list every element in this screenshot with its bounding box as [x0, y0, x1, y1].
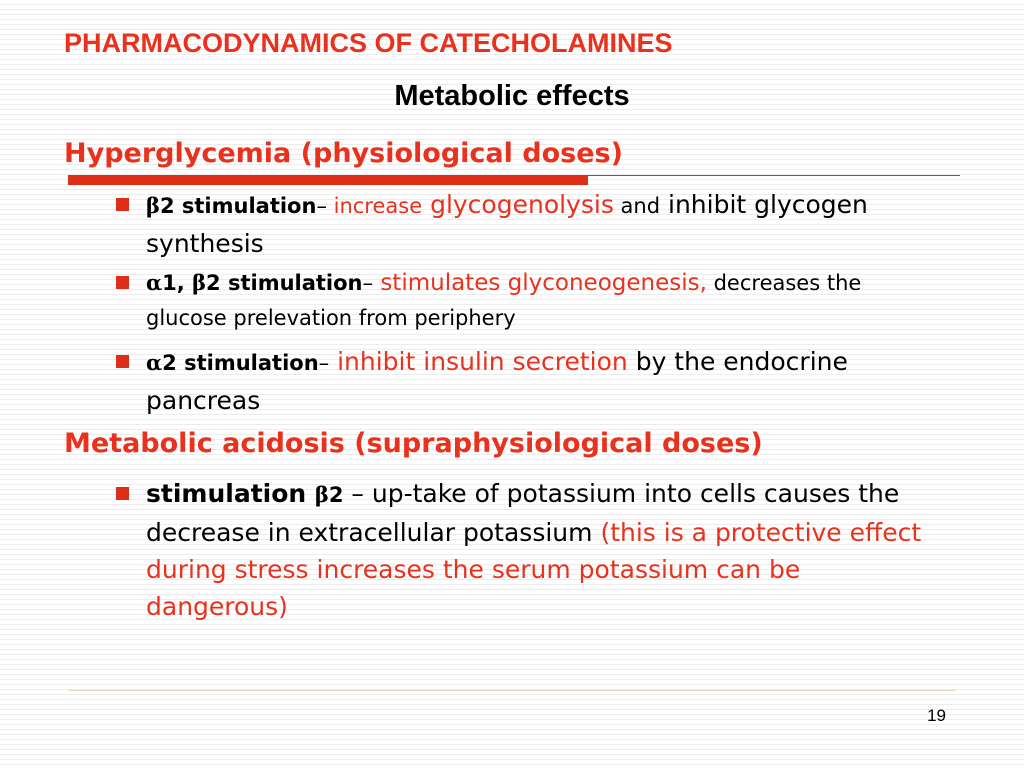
slide-title: PHARMACODYNAMICS OF CATECHOLAMINES — [64, 28, 673, 58]
bullet-and: and — [613, 194, 661, 218]
bullet-red: (this is a protective effect during stress increases the serum potassium can be dangerous) — [146, 518, 922, 621]
bullet-dash: – — [318, 351, 330, 375]
page-number: 19 — [927, 706, 946, 725]
section-heading-acidosis: Metabolic acidosis (supraphysiological doses) — [64, 428, 763, 459]
bullet-item-alpha1-beta2 — [116, 265, 936, 335]
bullet-text — [146, 186, 936, 262]
bullet-red: stimulates glyconeogenesis, — [373, 270, 707, 296]
bullet-item-potassium — [116, 475, 936, 625]
bullet-text — [146, 475, 936, 625]
greek-beta: β — [192, 270, 207, 295]
bullet-dash: – — [362, 271, 374, 295]
heading-underline-line — [588, 175, 960, 176]
bullet-rest: inhibit glycogen synthesis — [146, 190, 868, 258]
bullet-label: 2 stimulation — [162, 351, 319, 375]
bullet-label-b: 2 — [328, 483, 344, 507]
greek-alpha: α — [146, 270, 163, 295]
bullet-label: stimulation — [146, 479, 315, 508]
bullet-rest: decreases the glucose prelevation from periphery — [146, 271, 862, 330]
bullet-square-icon — [116, 487, 129, 500]
bullet-item-beta2 — [116, 186, 936, 262]
footer-divider — [68, 690, 956, 691]
bullet-label: 2 stimulation — [159, 194, 317, 218]
bullet-rest: by the endocrine pancreas — [146, 347, 848, 415]
bullet-text — [146, 265, 936, 335]
bullet-square-icon — [116, 276, 129, 289]
bullet-text — [146, 343, 936, 419]
greek-beta: β — [314, 482, 329, 507]
section-heading-hyperglycemia: Hyperglycemia (physiological doses) — [64, 138, 623, 169]
bullet-red: inhibit insulin secretion — [329, 347, 628, 376]
slide-subtitle: Metabolic effects — [394, 80, 630, 112]
heading-underline-bar — [68, 175, 588, 185]
bullet-label-b: 2 stimulation — [206, 271, 363, 295]
bullet-square-icon — [116, 355, 129, 368]
bullet-label-a: 1, — [162, 271, 193, 295]
bullet-red-b: glycogenolysis — [422, 190, 614, 219]
bullet-rest: – up-take of potassium into cells causes the decrease in extracellular potassium — [146, 479, 900, 547]
bullet-dash: – — [316, 194, 327, 218]
bullet-square-icon — [116, 198, 129, 211]
greek-beta: β — [146, 193, 160, 218]
bullet-red-a: increase — [326, 194, 423, 218]
bullet-item-alpha2 — [116, 343, 936, 419]
greek-alpha: α — [146, 350, 163, 375]
